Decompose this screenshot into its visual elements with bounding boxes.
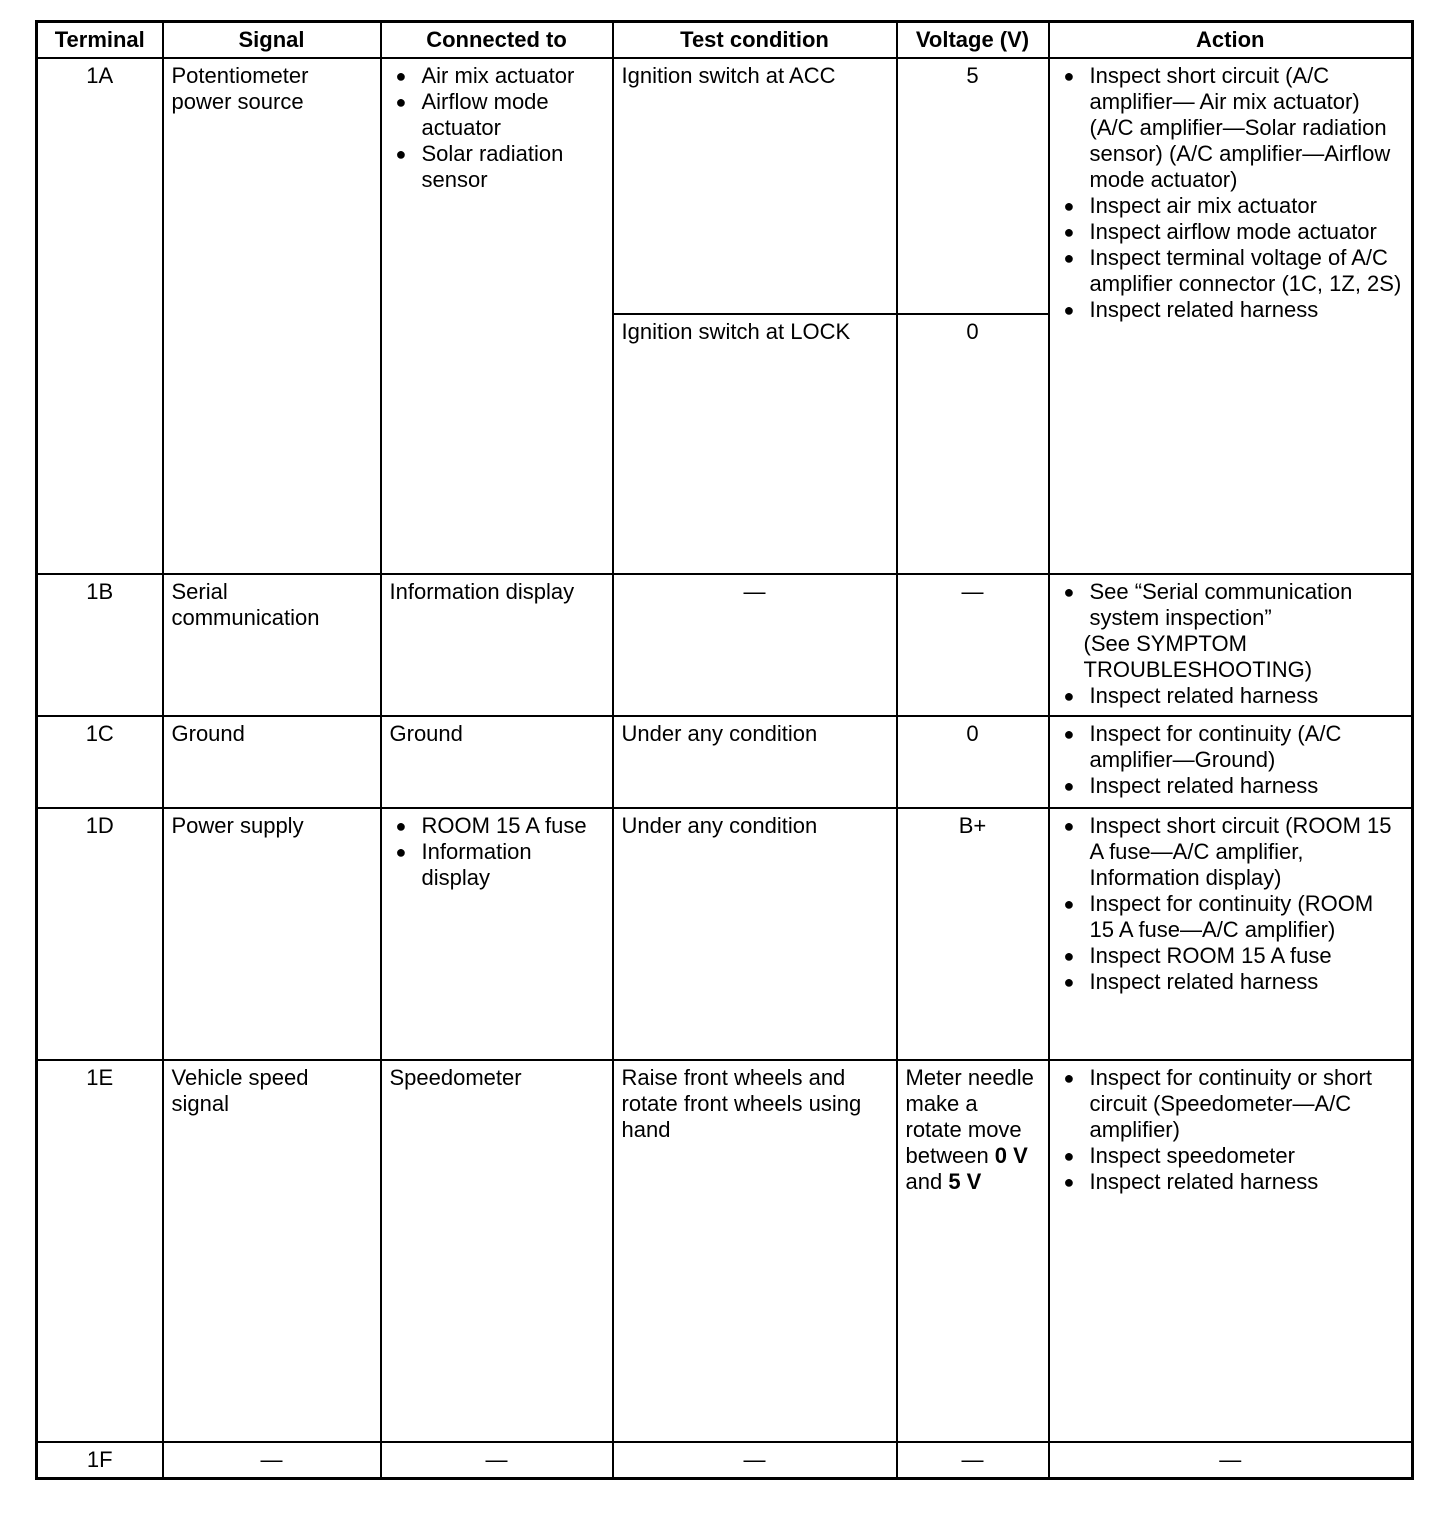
terminal-table xyxy=(35,20,1414,1480)
action-item: ● Inspect air mix actuator xyxy=(1058,193,1404,219)
connected-to-item: ● Airflow mode actuator xyxy=(390,89,604,141)
action-cell xyxy=(1049,808,1413,1060)
action-item: ● Inspect airflow mode actuator xyxy=(1058,219,1404,245)
table-row xyxy=(37,58,1413,314)
header-voltage: Voltage (V) xyxy=(897,22,1049,59)
connected-to-item: ● Information display xyxy=(390,839,604,891)
action-item: ● Inspect for continuity or short circuit (Speedometer—A/C amplifier) xyxy=(1058,1065,1404,1143)
connected-to-item: ● ROOM 15 A fuse xyxy=(390,813,604,839)
action-item: (See SYMPTOM TROUBLESHOOTING) xyxy=(1083,631,1313,682)
signal-cell: Power supply xyxy=(163,808,381,1060)
signal-cell: Potentiometer power source xyxy=(163,58,381,574)
header-test-condition: Test condition xyxy=(613,22,897,59)
signal-cell: Vehicle speed signal xyxy=(163,1060,381,1442)
action-item: ● Inspect related harness xyxy=(1058,773,1404,799)
action-cell xyxy=(1049,1060,1413,1442)
voltage-text: 0 V xyxy=(994,1143,1028,1168)
action-cell xyxy=(1049,58,1413,574)
voltage-cell: 5 xyxy=(897,58,1049,314)
terminal-cell: 1B xyxy=(37,574,163,716)
signal-cell: Ground xyxy=(163,716,381,808)
connected-to-cell: Information display xyxy=(381,574,613,716)
connected-to-cell xyxy=(381,58,613,574)
connected-to-item: ● Solar radiation sensor xyxy=(390,141,604,193)
connected-to-cell: Speedometer xyxy=(381,1060,613,1442)
connected-to-cell xyxy=(381,808,613,1060)
table-row xyxy=(37,1442,1413,1479)
terminal-cell: 1A xyxy=(37,58,163,574)
connected-to-list xyxy=(390,63,604,193)
action-item: ● Inspect related harness xyxy=(1058,683,1404,709)
test-condition-cell: Under any condition xyxy=(613,716,897,808)
test-condition-cell: — xyxy=(613,1442,897,1479)
voltage-text: Meter needle make a rotate move between xyxy=(905,1065,1034,1168)
action-item: ● Inspect related harness xyxy=(1058,1169,1404,1195)
action-list xyxy=(1058,579,1404,709)
test-condition-cell: Raise front wheels and rotate front wheels using hand xyxy=(613,1060,897,1442)
voltage-cell: 0 xyxy=(897,314,1049,574)
test-condition-cell: Under any condition xyxy=(613,808,897,1060)
header-terminal: Terminal xyxy=(37,22,163,59)
action-list xyxy=(1058,63,1404,323)
connected-to-list xyxy=(390,813,604,891)
action-cell: — xyxy=(1049,1442,1413,1479)
action-list xyxy=(1058,721,1404,799)
table-row xyxy=(37,1060,1413,1442)
voltage-cell xyxy=(897,1060,1049,1442)
action-item: ● Inspect ROOM 15 A fuse xyxy=(1058,943,1404,969)
action-item: ● Inspect for continuity (ROOM 15 A fuse—A/C amplifier) xyxy=(1058,891,1404,943)
voltage-text: and xyxy=(905,1169,949,1194)
action-item: ● Inspect short circuit (ROOM 15 A fuse—A/C amplifier, Information display) xyxy=(1058,813,1404,891)
terminal-cell: 1E xyxy=(37,1060,163,1442)
action-list xyxy=(1058,1065,1404,1195)
voltage-cell: — xyxy=(897,1442,1049,1479)
terminal-cell: 1C xyxy=(37,716,163,808)
test-condition-cell: Ignition switch at LOCK xyxy=(613,314,897,574)
action-item: ● Inspect terminal voltage of A/C amplifier connector (1C, 1Z, 2S) xyxy=(1058,245,1404,297)
action-item: ● Inspect for continuity (A/C amplifier—Ground) xyxy=(1058,721,1404,773)
signal-cell: Serial communication xyxy=(163,574,381,716)
connected-to-cell: Ground xyxy=(381,716,613,808)
action-item: ● Inspect related harness xyxy=(1058,297,1404,323)
action-cell xyxy=(1049,716,1413,808)
signal-cell: — xyxy=(163,1442,381,1479)
connected-to-cell: — xyxy=(381,1442,613,1479)
action-cell xyxy=(1049,574,1413,716)
voltage-cell: 0 xyxy=(897,716,1049,808)
action-item: ● Inspect related harness xyxy=(1058,969,1404,995)
table-row xyxy=(37,808,1413,1060)
terminal-cell: 1D xyxy=(37,808,163,1060)
table-row xyxy=(37,574,1413,716)
action-item: ● Inspect speedometer xyxy=(1058,1143,1404,1169)
header-connected-to: Connected to xyxy=(381,22,613,59)
voltage-cell: B+ xyxy=(897,808,1049,1060)
terminal-cell: 1F xyxy=(37,1442,163,1479)
header-row xyxy=(37,22,1413,59)
test-condition-cell: — xyxy=(613,574,897,716)
connected-to-item: ● Air mix actuator xyxy=(390,63,604,89)
table-row xyxy=(37,716,1413,808)
header-action: Action xyxy=(1049,22,1413,59)
test-condition-cell: Ignition switch at ACC xyxy=(613,58,897,314)
action-item: ● Inspect short circuit (A/C amplifier— Air mix actuator) (A/C amplifier—Solar radiation sensor) (A/C amplifier—Airflow mode actuator) xyxy=(1058,63,1404,193)
voltage-cell: — xyxy=(897,574,1049,716)
header-signal: Signal xyxy=(163,22,381,59)
action-item: ● See “Serial communication system inspection” xyxy=(1058,579,1404,631)
action-list xyxy=(1058,813,1404,995)
voltage-text: 5 V xyxy=(948,1169,982,1194)
